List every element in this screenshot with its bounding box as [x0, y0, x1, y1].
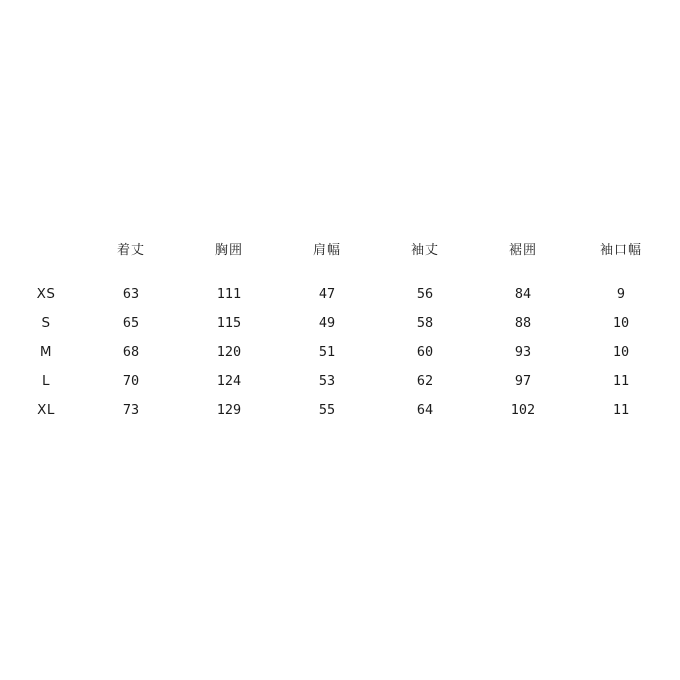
row-header-size: XS	[36, 286, 56, 302]
table-row	[10, 338, 670, 367]
cell-body-length: 63	[122, 286, 140, 302]
cell-sleeve-length: 56	[416, 286, 434, 302]
column-header-hem-circumference: 裾囲	[508, 243, 537, 258]
column-header-body-length: 着丈	[116, 243, 145, 258]
row-header-size: XL	[37, 402, 55, 418]
table-header-row	[10, 236, 670, 280]
cell-chest: 111	[216, 286, 242, 302]
cell-body-length: 70	[122, 373, 140, 389]
column-header-chest: 胸囲	[214, 243, 243, 258]
row-header-size: L	[41, 373, 51, 389]
cell-body-length: 68	[122, 344, 140, 360]
table-row	[10, 280, 670, 309]
cell-chest: 129	[216, 402, 242, 418]
cell-cuff-width: 9	[616, 286, 626, 302]
cell-shoulder-width: 47	[318, 286, 336, 302]
column-header-cuff-width: 袖口幅	[599, 243, 642, 258]
cell-cuff-width: 10	[612, 315, 630, 331]
cell-hem-circumference: 84	[514, 286, 532, 302]
cell-shoulder-width: 53	[318, 373, 336, 389]
cell-sleeve-length: 62	[416, 373, 434, 389]
size-table-header	[10, 236, 670, 280]
table-row	[10, 367, 670, 396]
cell-hem-circumference: 93	[514, 344, 532, 360]
cell-shoulder-width: 49	[318, 315, 336, 331]
row-header-size: M	[39, 344, 53, 360]
size-table	[10, 236, 670, 425]
cell-cuff-width: 11	[612, 402, 630, 418]
table-row	[10, 309, 670, 338]
cell-sleeve-length: 64	[416, 402, 434, 418]
cell-cuff-width: 10	[612, 344, 630, 360]
cell-body-length: 73	[122, 402, 140, 418]
row-header-size: S	[41, 315, 51, 331]
cell-hem-circumference: 88	[514, 315, 532, 331]
cell-chest: 115	[216, 315, 242, 331]
cell-shoulder-width: 51	[318, 344, 336, 360]
cell-hem-circumference: 102	[510, 402, 536, 418]
cell-hem-circumference: 97	[514, 373, 532, 389]
table-row	[10, 396, 670, 425]
cell-sleeve-length: 58	[416, 315, 434, 331]
cell-body-length: 65	[122, 315, 140, 331]
size-table-container	[0, 236, 680, 425]
cell-chest: 124	[216, 373, 242, 389]
cell-chest: 120	[216, 344, 242, 360]
column-header-shoulder-width: 肩幅	[312, 243, 341, 258]
table-corner-cell	[10, 236, 82, 280]
cell-sleeve-length: 60	[416, 344, 434, 360]
cell-cuff-width: 11	[612, 373, 630, 389]
column-header-sleeve-length: 袖丈	[410, 243, 439, 258]
cell-shoulder-width: 55	[318, 402, 336, 418]
size-table-body	[10, 280, 670, 425]
